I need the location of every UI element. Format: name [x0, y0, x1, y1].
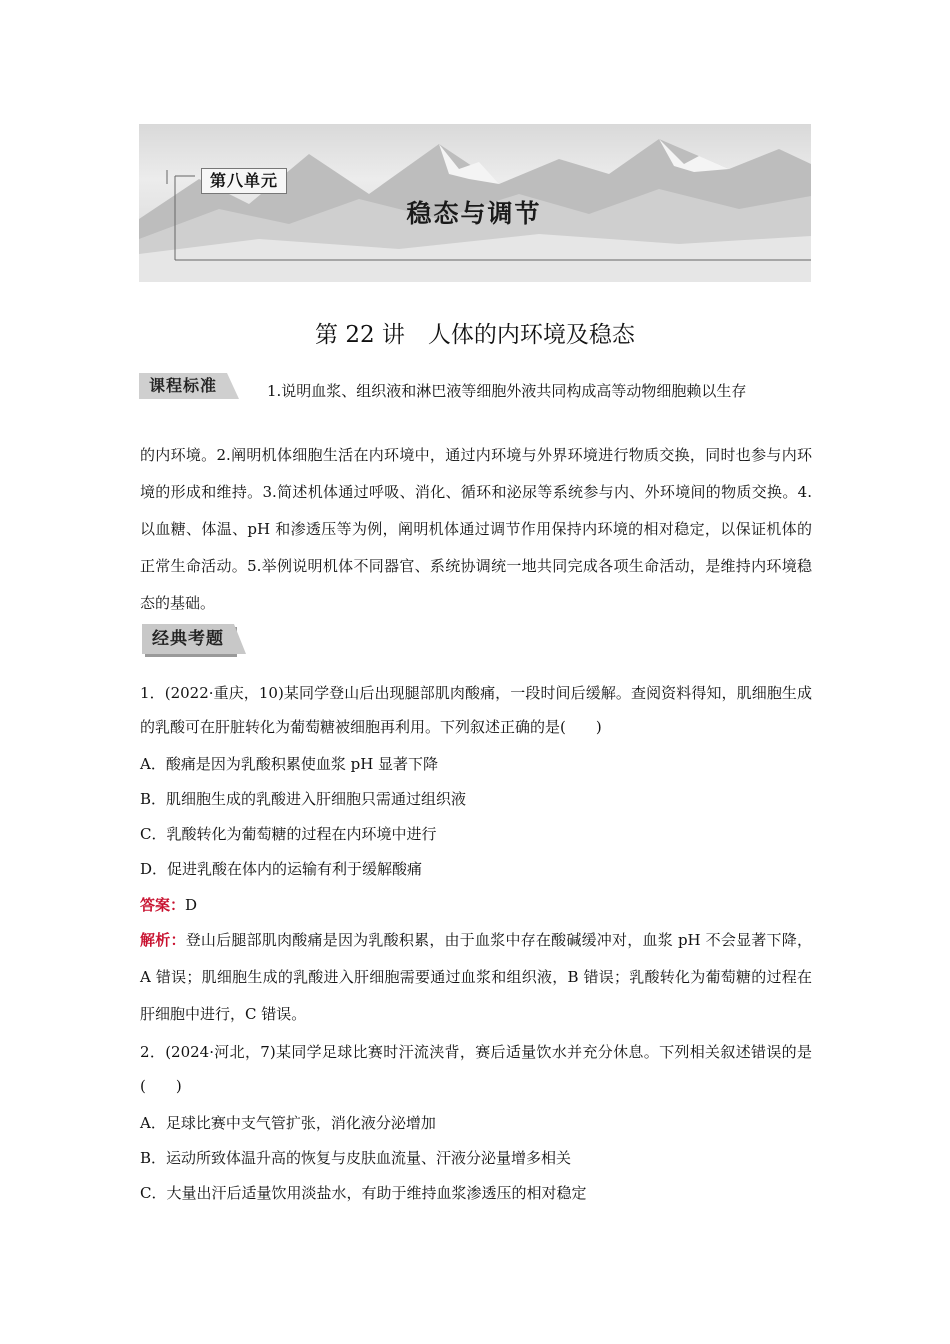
question-2-option-c: C．大量出汗后适量饮用淡盐水，有助于维持血浆渗透压的相对稳定 [140, 1184, 587, 1202]
question-1-answer [140, 888, 812, 922]
explanation-text: 登山后腿部肌肉酸痛是因为乳酸积累，由于血浆中存在酸碱缓冲对，血浆 pH 不会显著下降，A 错误；肌细胞生成的乳酸进入肝细胞需要通过血浆和组织液，B 错误；乳酸转化为葡萄糖的过程在肝细胞中进行，C 错误。 [140, 931, 812, 1023]
unit-banner [139, 124, 811, 282]
standard-text: 的内环境。2.阐明机体细胞生活在内环境中，通过内环境与外界环境进行物质交换，同时也参与内环境的形成和维持。3.简述机体通过呼吸、消化、循环和泌尿等系统参与内、外环境间的物质交换。4.以血糖、体温、pH 和渗透压等为例，阐明机体通过调节作用保持内环境的相对稳定，以保证机体的正常生命活动。5.举例说明机体不同器官、系统协调统一地共同完成各项生命活动，是维持内环境稳态的基础。 [140, 446, 812, 612]
answer-label: 答案： [140, 896, 186, 914]
unit-title: 稳态与调节 [406, 199, 542, 228]
question-1-option-b: B．肌细胞生成的乳酸进入肝细胞只需通过组织液 [140, 790, 467, 808]
classic-questions-tag: 经典考题 [142, 624, 234, 654]
question-2-stem: 2．(2024·河北，7)某同学足球比赛时汗流浃背，赛后适量饮水并充分休息。下列相关叙述错误的是( ) [140, 1043, 812, 1095]
question-2-option-b: B．运动所致体温升高的恢复与皮肤血流量、汗液分泌量增多相关 [140, 1149, 572, 1167]
unit-label: 第八单元 [201, 168, 287, 194]
question-1-stem: 1．(2022·重庆，10)某同学登山后出现腿部肌肉酸痛，一段时间后缓解。查阅资料得知，肌细胞生成的乳酸可在肝脏转化为葡萄糖被细胞再利用。下列叙述正确的是( ) [140, 684, 812, 736]
question-1-explanation [140, 922, 812, 1033]
question-1-option-d: D．促进乳酸在体内的运输有利于缓解酸痛 [140, 860, 423, 878]
standard-first-line: 1.说明血浆、组织液和淋巴液等细胞外液共同构成高等动物细胞赖以生存 [267, 382, 747, 400]
curriculum-standard-tag: 课程标准 [139, 373, 227, 399]
question-1-option-a: A．酸痛是因为乳酸积累使血浆 pH 显著下降 [140, 755, 439, 773]
question-1-option-c: C．乳酸转化为葡萄糖的过程在内环境中进行 [140, 825, 437, 843]
question-2-option-a: A．足球比赛中支气管扩张，消化液分泌增加 [140, 1114, 436, 1132]
answer-value: D [185, 896, 198, 914]
lecture-title: 第 22 讲 人体的内环境及稳态 [315, 322, 635, 348]
explanation-label: 解析： [140, 931, 186, 949]
